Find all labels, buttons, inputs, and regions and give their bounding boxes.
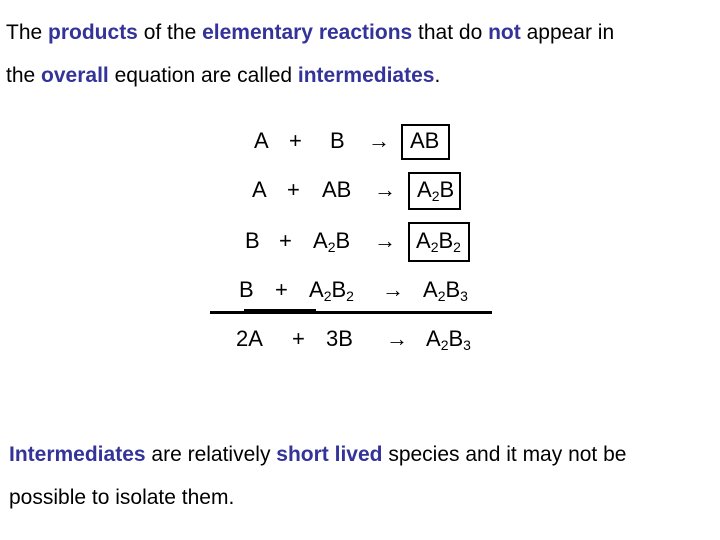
product: $A_2B$ <box>417 177 455 204</box>
intro-text: of the <box>137 21 203 44</box>
arrow: → <box>386 326 408 351</box>
plus-sign: + <box>279 228 292 253</box>
product: $A_2B_3$ <box>423 277 468 304</box>
keyword-not: not <box>488 21 521 44</box>
sum-line-accent <box>244 309 316 312</box>
intro-text: equation are called <box>108 64 298 87</box>
reactant-2a: 2A <box>236 326 263 351</box>
reactant-a2b: $A_2B$ <box>313 228 351 255</box>
intro-text: The <box>6 21 49 44</box>
plus-sign: + <box>289 128 302 153</box>
outro-line-1 <box>9 443 626 466</box>
reactant-b: B <box>330 128 345 153</box>
arrow: → <box>368 128 390 153</box>
plus-sign: + <box>275 277 288 302</box>
product: AB <box>410 128 440 153</box>
keyword-intermediates: Intermediates <box>9 443 146 466</box>
intro-text: that do <box>412 21 489 44</box>
reactant-3b: 3B <box>326 326 353 351</box>
outro-text: species and it may not be <box>382 443 627 466</box>
keyword-overall: overall <box>41 64 109 87</box>
reactant-a: A <box>254 128 269 153</box>
product: $A_2B_3$ <box>426 326 471 353</box>
reactant-a: A <box>252 177 267 202</box>
intro-line-2 <box>6 64 440 87</box>
reactant-b: B <box>239 277 254 302</box>
reactant-ab: AB <box>322 177 352 202</box>
reactant-b: B <box>245 228 260 253</box>
outro-line-2 <box>9 486 234 509</box>
reactant-a2b2: $A_2B_2$ <box>309 277 354 304</box>
keyword-short-lived: short lived <box>276 443 383 466</box>
outro-text: are relatively <box>145 443 277 466</box>
keyword-intermediates: intermediates <box>297 64 435 87</box>
intro-line-1 <box>6 21 614 44</box>
intro-text: . <box>434 64 441 87</box>
keyword-products: products <box>48 21 138 44</box>
arrow: → <box>382 277 404 302</box>
plus-sign: + <box>292 326 305 351</box>
keyword-elementary-reactions: elementary reactions <box>202 21 413 44</box>
outro-text: possible to isolate them. <box>9 486 235 509</box>
arrow: → <box>374 177 396 202</box>
product: $A_2B_2$ <box>416 228 461 255</box>
arrow: → <box>374 228 396 253</box>
plus-sign: + <box>287 177 300 202</box>
intro-text: the <box>6 64 42 87</box>
intro-text: appear in <box>520 21 615 44</box>
